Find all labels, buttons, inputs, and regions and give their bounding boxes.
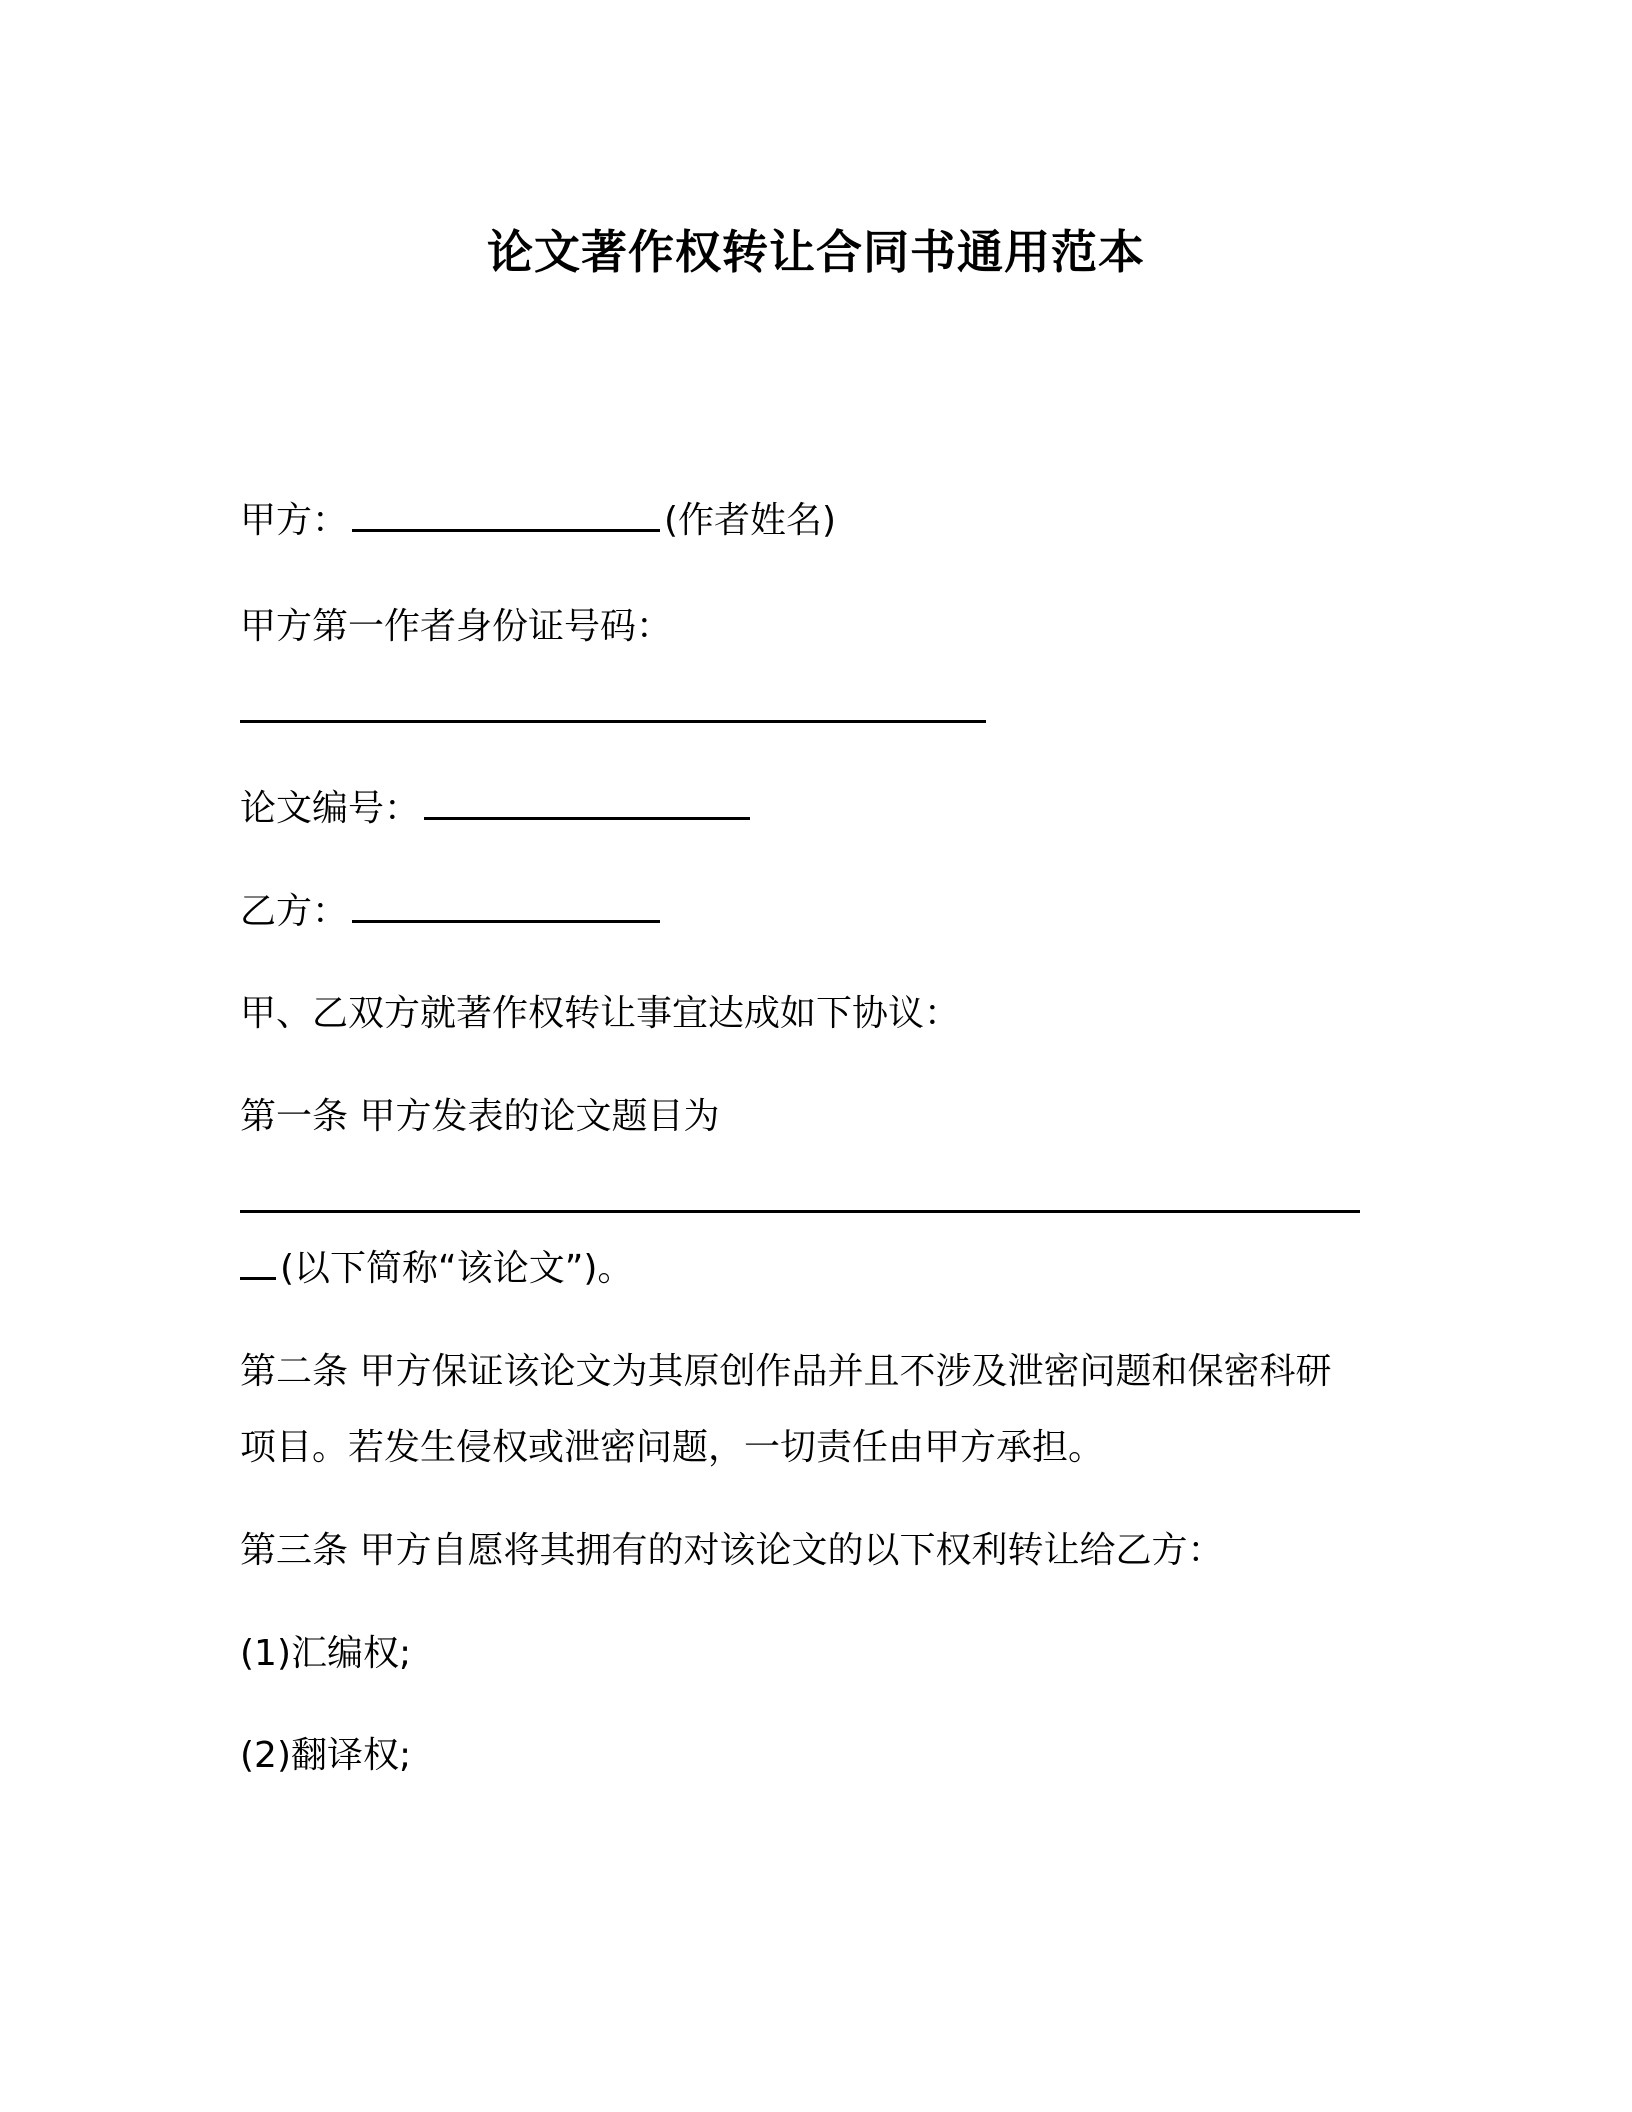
- party-b-name-blank[interactable]: [352, 890, 660, 923]
- paper-number-label: 论文编号：: [240, 788, 421, 829]
- id-number-blank[interactable]: [240, 718, 986, 723]
- rights-item-2: (2)翻译权;: [240, 1735, 412, 1776]
- article-1-tail: (以下简称“该论文”)。: [280, 1248, 634, 1289]
- document-title: 论文著作权转让合同书通用范本: [487, 225, 1145, 279]
- party-a-line: [240, 497, 836, 545]
- party-a-suffix: (作者姓名): [664, 500, 837, 541]
- article-2-line-2: 项目。若发生侵权或泄密问题，一切责任由甲方承担。: [240, 1427, 1105, 1468]
- article-1-tail-line: [240, 1245, 633, 1293]
- agreement-intro: 甲、乙双方就著作权转让事宜达成如下协议：: [240, 993, 961, 1034]
- id-number-label: 甲方第一作者身份证号码：: [240, 606, 673, 647]
- party-b-line: [240, 888, 664, 936]
- article-3: 第三条 甲方自愿将其拥有的对该论文的以下权利转让给乙方：: [240, 1530, 1224, 1571]
- article-2-line-1: 第二条 甲方保证该论文为其原创作品并且不涉及泄密问题和保密科研: [240, 1351, 1332, 1392]
- party-a-label: 甲方：: [240, 500, 349, 541]
- party-b-label: 乙方：: [240, 891, 349, 932]
- article-1-heading: 第一条 甲方发表的论文题目为: [240, 1096, 720, 1137]
- rights-item-1: (1)汇编权;: [240, 1633, 412, 1674]
- party-a-name-blank[interactable]: [352, 499, 660, 532]
- paper-number-blank[interactable]: [424, 787, 750, 820]
- paper-title-blank-continued[interactable]: [240, 1247, 276, 1280]
- paper-number-line: [240, 785, 754, 833]
- paper-title-blank[interactable]: [240, 1208, 1360, 1213]
